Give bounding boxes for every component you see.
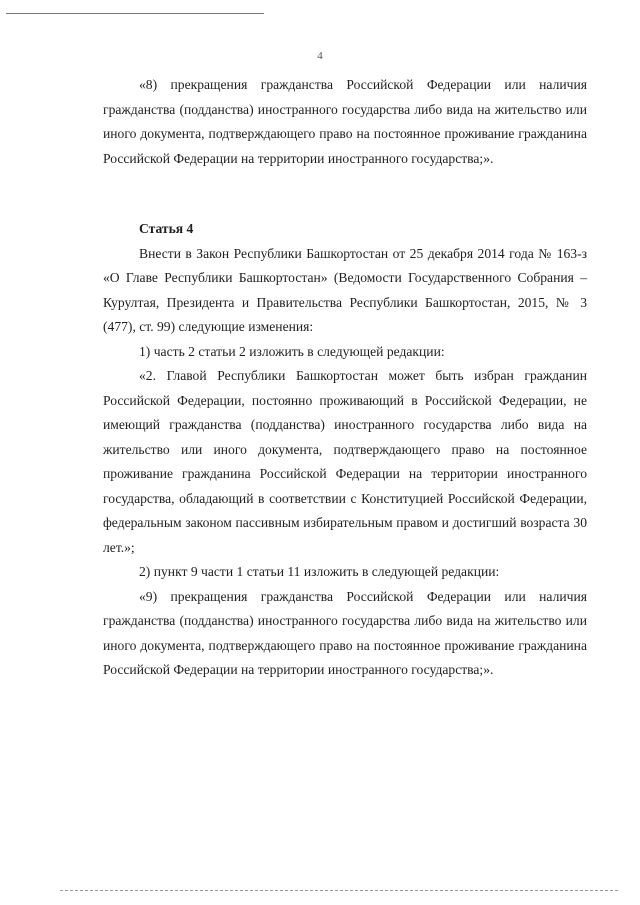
document-body [103,73,587,683]
paragraph-item-8: «8) прекращения гражданства Российской Федерации или наличия гражданства (подданства) иностранного государства либо вида на жительство или иного документа, подтверждающего право на постоянное проживание гражданина Российской Федерации на территории иностранного государства;». [103,77,587,166]
bottom-rule [60,890,618,891]
paragraph-part-1: 1) часть 2 статьи 2 изложить в следующей редакции: [139,343,445,359]
paragraph-item-9: «9) прекращения гражданства Российской Федерации или наличия гражданства (подданства) иностранного государства либо вида на жительство или иного документа, подтверждающего право на постоянное проживание гражданина Российской Федерации на территории иностранного государства;». [103,588,587,677]
paragraph-amendment-intro: Внести в Закон Республики Башкортостан от 25 декабря 2014 года № 163-з «О Главе Республики Башкортостан» (Ведомости Государственного Собрания – Курултая, Президента и Правительства Республики Башкортостан, 2015, № 3 (477), ст. 99) следующие изменения: [103,245,587,334]
paragraph-article-2-text: «2. Главой Республики Башкортостан может быть избран гражданин Российской Федерации, постоянно проживающий в Российской Федерации, не имеющий гражданства (подданства) иностранного государства либо вида на жительство или иного документа, подтверждающего право на постоянное проживание гражданина Российской Федерации на территории иностранного государства, обладающий в соответствии с Конституцией Российской Федерации, федеральным законом пассивным избирательным правом и достигший возраста 30 лет.»; [103,368,587,555]
article-heading: Статья 4 [139,221,194,236]
top-rule [6,13,264,14]
page-number: 4 [317,50,323,62]
paragraph-part-2: 2) пункт 9 части 1 статьи 11 изложить в следующей редакции: [139,564,500,579]
